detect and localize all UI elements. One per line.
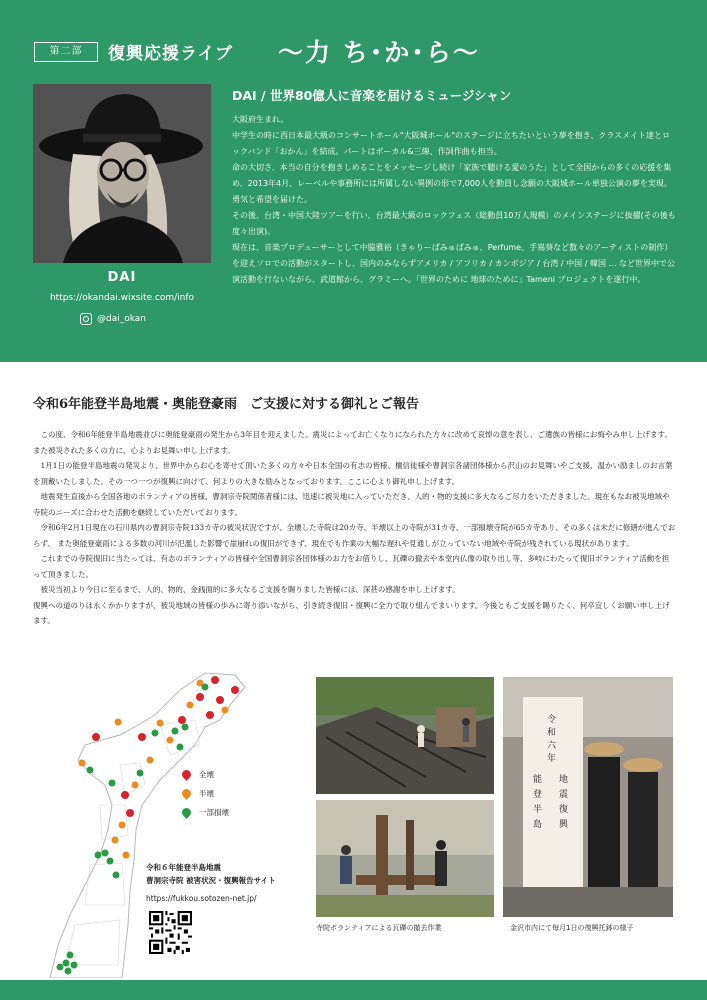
report-paragraph: これまでの寺院復旧に当たっては、有志のボランティアの皆様や全国曹洞宗各団体様のお力をお借りし、瓦礫の撤去や本堂内仏像の取り出し等、多岐にわたって復旧ボランティア活動を担って頂きました。	[33, 554, 670, 579]
caption-right: 金沢市内にて毎月1日の復興托鉢の様子	[510, 924, 634, 932]
green-pin-icon	[180, 806, 193, 819]
orange-pin-icon	[180, 787, 193, 800]
svg-text:震: 震	[559, 790, 569, 800]
legend-item-half: 半壊	[182, 784, 252, 803]
svg-text:島: 島	[533, 820, 543, 830]
bottom-bar	[0, 980, 707, 1000]
bio-paragraph: 命の大切さ、本当の自分を抱きしめることをメッセージし続け「家族で聴ける愛のうた」として全国からの多くの応援を集め、2013年4月、レーベルや事務所には所属しない異例の形で7,000人を動員し念願の大阪城ホール単独公演の夢を実現。勇気と希望を届けた。	[232, 163, 672, 204]
legend-item-partial: 一部損壊	[182, 803, 252, 822]
report-paragraph: 復興への道のりは永くかかりますが、被災地域の皆様の歩みに寄り添いながら、引き続き復旧・復興に全力で取り組んでまいります。今後ともご支援を賜りたく、何卒宜しくお願い申し上げます。	[33, 600, 670, 625]
svg-text:復: 復	[559, 805, 569, 815]
report-title: 令和6年能登半島地震・奥能登豪雨 ご支援に対する御礼とご報告	[33, 397, 420, 412]
artist-bio	[232, 112, 677, 288]
artist-photo	[33, 84, 211, 263]
artist-section	[0, 0, 707, 362]
svg-text:登: 登	[533, 790, 543, 800]
artist-name: DAI	[107, 270, 137, 285]
live-title: 復興応援ライブ	[108, 44, 233, 64]
report-paragraph: 被災当初より今日に至るまで、人的、物的、金銭面的に多大なるご支援を賜りました皆様には、深甚の感謝を申し上げます。	[40, 585, 460, 594]
part-badge: 第二部	[34, 42, 98, 62]
artist-instagram[interactable]	[80, 313, 146, 325]
svg-text:地: 地	[559, 775, 569, 785]
site-title: 令和６年能登半島地震 曹洞宗寺院 被害状況・復興報告サイト	[146, 863, 276, 885]
bio-paragraph: その後、台湾・中国大陸ツアーを行い、台湾最大級のロックフェス（総動員10万人規模）のメインステージに抜擢(その後も度々出演)。	[232, 211, 676, 236]
svg-text:年: 年	[547, 754, 557, 764]
svg-text:半: 半	[533, 805, 543, 815]
report-paragraph: 1月1日の能登半島地震の発災より、世界中からお心を寄せて頂いた多くの方々や日本全国の有志の皆様、檀信徒様や曹洞宗各諸団体様から沢山のお見舞いやご支援、温かい励ましのお言葉を頂戴いたしました。その一つ一つが復興に向けて、何よりの大きな励みとなっております。ここに心より御礼申し上げます。	[33, 461, 673, 486]
report-paragraph: 地震発生直後から全国各地のボランティアの皆様、曹洞宗寺院関係者様には、迅速に被災地に入っていただき、人的・物的支援に多大なるご尽力をいただきました。現在もなお被災地域や寺院のニーズに合わせた活動を継続していただいております。	[33, 492, 670, 517]
svg-text:興: 興	[559, 820, 569, 830]
report-paragraph: 令和6年2月1日現在の石川県内の曹洞宗寺院133カ寺の被災状況ですが、全壊した寺院は20カ寺、半壊以上の寺院が31カ寺、一部損壊寺院が65カ寺あり、その多くは未だに修繕が進んでおらず、 また奥能登豪雨による多数の河川が氾濫した影響で崖崩れの復旧ができず、現在でも作業の大幅な遅れや見通しが立っていない地域や寺院が残されている現状があります。	[33, 523, 676, 548]
artist-headline: DAI / 世界80億人に音楽を届けるミュージシャン	[232, 88, 512, 103]
svg-text:六: 六	[547, 741, 557, 751]
svg-text:和: 和	[547, 728, 557, 738]
instagram-icon	[80, 313, 92, 325]
artist-website-link[interactable]: https://okandai.wixsite.com/info	[49, 293, 195, 303]
bio-paragraph: 大阪府生まれ。	[232, 115, 289, 124]
live-subtitle: 〜力 ち･か･ら〜	[278, 38, 480, 67]
photo-monks-alms	[503, 677, 673, 917]
caption-left: 寺院ボランティアによる瓦礫の撤去作業	[316, 924, 442, 932]
map-legend	[182, 765, 252, 822]
site-url-link[interactable]: https://fukkou.sotozen-net.jp/	[146, 894, 257, 903]
report-paragraph: この度、令和6年能登半島地震並びに奥能登豪雨の発生から3年目を迎えました。震災によってお亡くなりになられた方々に改めて哀悼の意を表し、ご遺族の皆様にお悔やみ申し上げます。また被災された多くの方に、心よりお見舞い申し上げます。	[33, 430, 672, 455]
svg-text:令: 令	[547, 715, 557, 725]
qr-code-icon[interactable]	[149, 911, 192, 954]
photo-collapsed-temple	[316, 677, 494, 794]
report-body	[33, 427, 676, 629]
legend-item-destroyed: 全壊	[182, 765, 252, 784]
svg-text:能: 能	[533, 775, 543, 785]
photo-volunteers	[316, 800, 494, 917]
instagram-handle: @dai_okan	[97, 314, 147, 324]
red-pin-icon	[180, 768, 193, 781]
bio-paragraph: 中学生の時に西日本最大級のコンサートホール"大阪城ホール"のステージに立ちたいという夢を抱き、クラスメイト達とロックバンド「おかん」を結成。パートはボーカル&三線、作詞作曲も担当。	[232, 131, 670, 156]
bio-paragraph: 現在は、音楽プロデューサーとして中脇雅裕（きゃりーぱみゅぱみゅ、Perfume、手嶌葵など数々のアーティストの制作）を迎えソロでの活動がスタートし、国内のみならずアメリカ / アフリカ / カンボジア / 台湾 / 中国 / 韓国 … など世界中で公演活動を行ないながら、武道館から、グラミーへ。「世界のために 地球のために」Tameni プロジェクトを遂行中。	[232, 243, 676, 284]
